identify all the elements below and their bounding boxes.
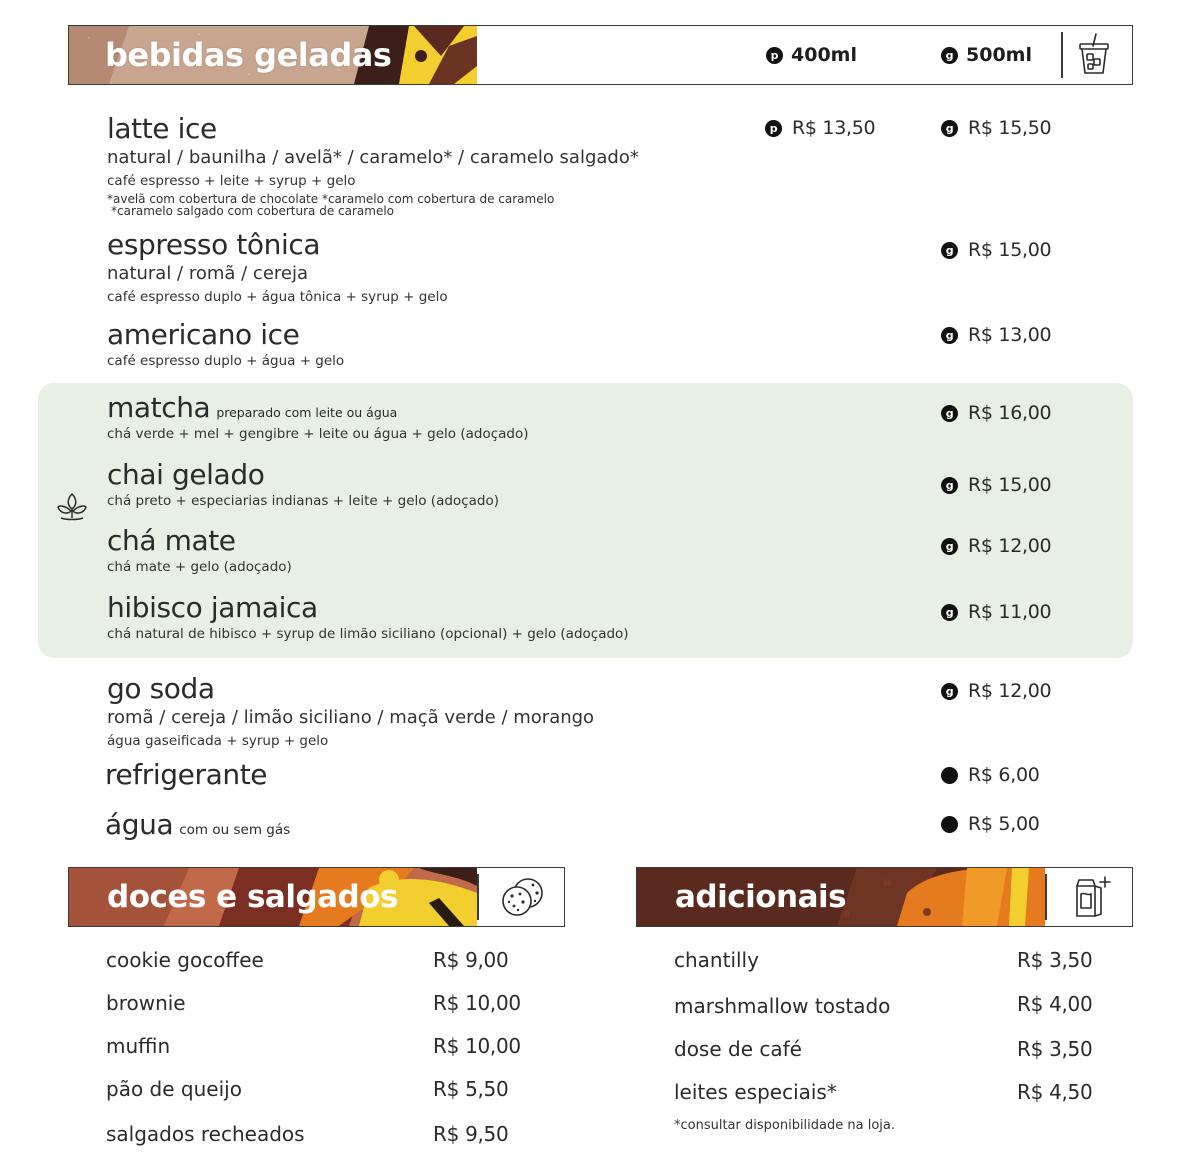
price-large bbox=[941, 239, 1051, 261]
item-name: latte ice bbox=[107, 112, 217, 145]
item-name-note: com ou sem gás bbox=[179, 822, 291, 838]
price-large bbox=[941, 474, 1051, 496]
adicionais-item-name: marshmallow tostado bbox=[674, 994, 891, 1018]
item-ingredients: café espresso duplo + água + gelo bbox=[107, 353, 345, 369]
size-g-badge: g bbox=[941, 683, 958, 700]
price-single bbox=[941, 813, 1040, 835]
adicionais-item-price: R$ 3,50 bbox=[1017, 948, 1093, 972]
header-banner bbox=[69, 26, 477, 84]
doces-item-price: R$ 9,50 bbox=[433, 1122, 509, 1146]
leaf-icon bbox=[57, 490, 87, 522]
adicionais-item-price: R$ 4,00 bbox=[1017, 992, 1093, 1016]
size-g-badge: g bbox=[941, 120, 958, 137]
price-single bbox=[941, 764, 1040, 786]
item-name: americano ice bbox=[107, 318, 300, 351]
item-ingredients: chá mate + gelo (adoçado) bbox=[107, 559, 292, 575]
price-value: R$ 15,50 bbox=[968, 117, 1052, 139]
milk-carton-plus-icon bbox=[1071, 874, 1113, 920]
price-value: R$ 5,00 bbox=[968, 813, 1040, 835]
adicionais-item-name: leites especiais* bbox=[674, 1080, 837, 1104]
menu-item-americano-ice bbox=[107, 318, 345, 369]
item-ingredients: café espresso + leite + syrup + gelo bbox=[107, 172, 356, 189]
price-value: R$ 16,00 bbox=[968, 402, 1052, 424]
menu-item-refrigerante bbox=[105, 758, 268, 791]
doces-salgados-header bbox=[68, 867, 565, 927]
adicionais-item-name: chantilly bbox=[674, 948, 759, 972]
adicionais-item-price: R$ 4,50 bbox=[1017, 1080, 1093, 1104]
item-note: *avelã com cobertura de chocolate *caramelo com cobertura de caramelo bbox=[107, 191, 555, 206]
doces-item-name: brownie bbox=[106, 991, 186, 1015]
item-note: *caramelo salgado com cobertura de caramelo bbox=[111, 204, 395, 219]
menu-item-chai-gelado bbox=[107, 458, 499, 509]
item-name: refrigerante bbox=[105, 758, 268, 791]
item-ingredients: água gaseificada + syrup + gelo bbox=[107, 732, 329, 749]
price-large bbox=[941, 680, 1051, 702]
doces-item-name: muffin bbox=[106, 1034, 171, 1058]
menu-item-cha-mate bbox=[107, 524, 292, 575]
size-g-badge: g bbox=[941, 405, 958, 422]
item-name: chai gelado bbox=[107, 458, 265, 491]
item-ingredients: chá natural de hibisco + syrup de limão siciliano (opcional) + gelo (adoçado) bbox=[107, 626, 629, 642]
price-value: R$ 15,00 bbox=[968, 474, 1052, 496]
doces-item-name: cookie gocoffee bbox=[106, 948, 264, 972]
price-small bbox=[765, 117, 875, 139]
adicionais-footnote: *consultar disponibilidade na loja. bbox=[674, 1118, 895, 1133]
section-divider bbox=[477, 874, 479, 920]
item-flavors: natural / baunilha / avelã* / caramelo* / caramelo salgado* bbox=[107, 147, 639, 168]
menu-item-espresso-tonica bbox=[107, 228, 448, 305]
price-value: R$ 13,00 bbox=[968, 324, 1052, 346]
section-divider bbox=[1045, 874, 1047, 920]
bebidas-geladas-header bbox=[68, 25, 1133, 85]
item-name: chá mate bbox=[107, 524, 236, 557]
menu-item-go-soda bbox=[107, 672, 595, 749]
price-large bbox=[941, 601, 1051, 623]
item-flavors: natural / romã / cereja bbox=[107, 263, 309, 284]
single-size-dot bbox=[941, 816, 958, 833]
item-name-text: matcha bbox=[107, 391, 211, 424]
menu-item-matcha bbox=[107, 391, 529, 442]
price-value: R$ 6,00 bbox=[968, 764, 1040, 786]
price-large bbox=[941, 535, 1051, 557]
price-value: R$ 15,00 bbox=[968, 239, 1052, 261]
section-title: adicionais bbox=[675, 879, 847, 915]
size-g-badge: g bbox=[941, 538, 958, 555]
price-value: R$ 12,00 bbox=[968, 535, 1052, 557]
size-g-badge: g bbox=[941, 327, 958, 344]
size-g-badge: g bbox=[941, 477, 958, 494]
adicionais-item-name: dose de café bbox=[674, 1037, 802, 1061]
section-title: doces e salgados bbox=[107, 879, 398, 915]
adicionais-header bbox=[636, 867, 1133, 927]
size-small-label bbox=[766, 44, 857, 66]
doces-item-name: pão de queijo bbox=[106, 1077, 242, 1101]
adicionais-item-price: R$ 3,50 bbox=[1017, 1037, 1093, 1061]
item-flavors: romã / cereja / limão siciliano / maçã verde / morango bbox=[107, 707, 595, 728]
price-value: R$ 12,00 bbox=[968, 680, 1052, 702]
doces-item-name: salgados recheados bbox=[106, 1122, 305, 1146]
menu-item-latte-ice bbox=[107, 112, 639, 219]
size-g-badge: g bbox=[941, 604, 958, 621]
size-g-badge: g bbox=[941, 47, 958, 64]
doces-item-price: R$ 9,00 bbox=[433, 948, 509, 972]
price-large bbox=[941, 402, 1051, 424]
item-name: hibisco jamaica bbox=[107, 591, 318, 624]
menu-item-hibisco-jamaica bbox=[107, 591, 629, 642]
size-p-badge: p bbox=[765, 120, 782, 137]
price-large bbox=[941, 324, 1051, 346]
doces-item-price: R$ 10,00 bbox=[433, 991, 521, 1015]
item-name: go soda bbox=[107, 672, 215, 705]
doces-item-price: R$ 5,50 bbox=[433, 1077, 509, 1101]
size-small-text: 400ml bbox=[791, 44, 857, 66]
header-title: bebidas geladas bbox=[105, 36, 392, 74]
item-name-text: água bbox=[105, 808, 174, 841]
cookie-icon bbox=[497, 875, 547, 919]
price-value: R$ 11,00 bbox=[968, 601, 1052, 623]
item-name bbox=[107, 391, 529, 424]
size-g-badge: g bbox=[941, 242, 958, 259]
size-large-text: 500ml bbox=[966, 44, 1032, 66]
item-ingredients: chá preto + especiarias indianas + leite + gelo (adoçado) bbox=[107, 493, 499, 509]
item-ingredients: chá verde + mel + gengibre + leite ou água + gelo (adoçado) bbox=[107, 426, 529, 442]
doces-item-price: R$ 10,00 bbox=[433, 1034, 521, 1058]
item-name: espresso tônica bbox=[107, 228, 321, 261]
single-size-dot bbox=[941, 767, 958, 784]
size-large-label bbox=[941, 44, 1032, 66]
header-divider bbox=[1061, 32, 1063, 78]
menu-item-agua bbox=[105, 808, 291, 841]
price-large bbox=[941, 117, 1051, 139]
iced-cup-icon bbox=[1077, 32, 1111, 76]
item-name bbox=[105, 808, 291, 841]
price-value: R$ 13,50 bbox=[792, 117, 876, 139]
size-p-badge: p bbox=[766, 47, 783, 64]
item-name-note: preparado com leite ou água bbox=[216, 405, 398, 420]
item-ingredients: café espresso duplo + água tônica + syrup + gelo bbox=[107, 288, 448, 305]
